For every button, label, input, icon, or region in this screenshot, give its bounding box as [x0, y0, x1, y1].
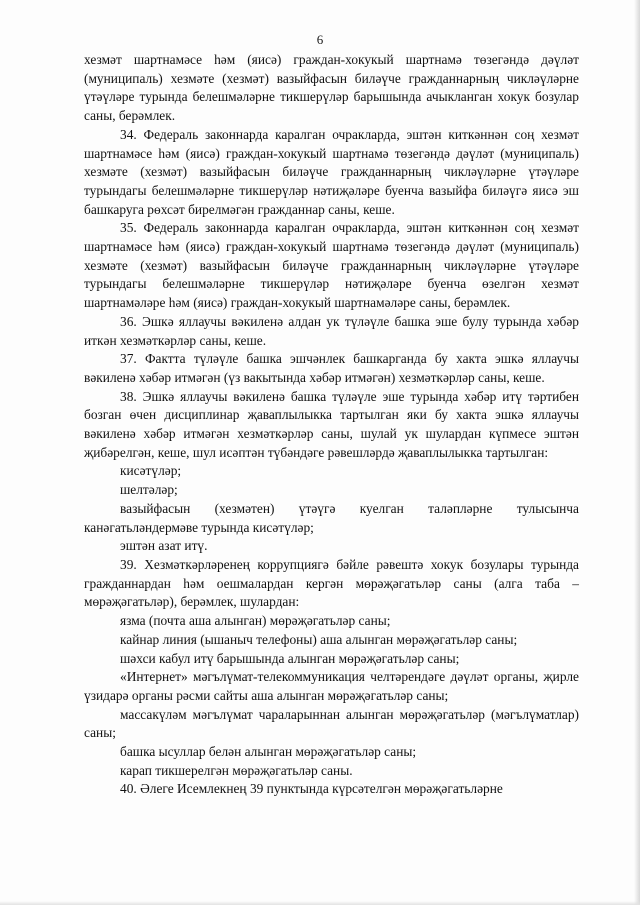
penalty-item: шелтәләр; — [120, 482, 178, 498]
appeal-item: карап тикшерелгән мөрәҗәгатьләр саны. — [120, 762, 353, 778]
paragraph-34: 34. Федераль законнарда каралган очракларда, эштән киткәннән соң хезмәт шартнамәсе һәм (яисә) граждан-хокукый шартнамә төзегәндә дәүләт (муниципаль) хезмәте (хезмәт) вазыйфасын биләүче гражданнарның чикләүләрне үтәүләре турындагы белешмәләрне тикшерүләр нәтиҗәләре буенча вазыйфа биләүгә яисә эш башкаруга рөхсәт бирелмәгән гражданнар саны, кеше. — [84, 126, 579, 217]
paragraph-40: 40. Әлеге Исемлекнең 39 пунктында күрсәтелгән мөрәҗәгатьләрне — [120, 781, 503, 797]
page-number: 6 — [316, 32, 324, 47]
paragraph-36: 36. Эшкә яллаучы вәкиленә алдан ук түләүле башка эше булу турында хәбәр иткән хезмәткәрләр саны, кеше. — [84, 313, 579, 348]
page-bottom-shadow — [0, 901, 640, 905]
paragraph-continuation: хезмәт шартнамәсе һәм (яисә) граждан-хокукый шартнамә төзегәндә дәүләт (муниципаль) хезмәте (хезмәт) вазыйфасын биләүче гражданнарның чикләүләрне үтәүләре турында белешмәләрне тикшерүләр барышында ачыкланган хокук бозулар саны, берәмлек. — [84, 52, 579, 124]
page-edge-shadow — [634, 0, 640, 905]
appeal-item: массакүләм мәгълүмат чараларыннан алынган мөрәҗәгатьләр (мәгълүматлар) саны; — [84, 706, 579, 741]
paragraph-37: 37. Фактта түләүле башка эшчәнлек башкарганда бу хакта эшкә яллаучы вәкиленә хәбәр итмәгән (үз вакытында хәбәр итмәгән) хезмәткәрләр саны, кеше. — [84, 351, 579, 385]
penalty-item: кисәтүләр; — [120, 463, 182, 479]
paragraph-39: 39. Хезмәткәрләренең коррупциягә бәйле рәвештә хокук бозулары турында гражданнардан һәм оешмалардан кергән мөрәҗәгатьләр саны (алга таба – мөрәҗәгатьләр), берәмлек, шулардан: — [84, 556, 579, 610]
paragraph-35: 35. Федераль законнарда каралган очракларда, эштән киткәннән соң хезмәт шартнамәсе һәм (яисә) граждан-хокукый шартнамә төзегәндә дәүләт (муниципаль) хезмәте (хезмәт) вазыйфасын биләүче гражданнарның чикләүләрне үтәүләре турындагы белешмәләрне тикшерүләр нәтиҗәләре буенча өзелгән хезмәт шартнамәләре һәм (яисә) граждан-хокукый шартнамәләре саны, берәмлек. — [84, 220, 579, 311]
appeal-item: «Интернет» мәгълүмат-телекоммуникация челтәрендәге дәүләт органы, җирле үзидарә органы рәсми сайты аша алынган мөрәҗәгатьләр саны; — [84, 669, 579, 703]
appeal-item: кайнар линия (ышаныч телефоны) аша алынган мөрәҗәгатьләр саны; — [120, 631, 518, 647]
penalty-item: эштән азат итү. — [120, 538, 208, 554]
appeal-item: язма (почта аша алынган) мөрәҗәгатьләр саны; — [120, 613, 391, 629]
penalty-item: вазыйфасын (хезмәтен) үтәүгә куелган таләпләрне тулысынча канәгатьләндермәве турында кисәтүләр; — [84, 500, 579, 535]
appeal-item: шәхси кабул итү барышында алынган мөрәҗәгатьләр саны; — [120, 650, 460, 666]
appeal-item: башка ысуллар белән алынган мөрәҗәгатьләр саны; — [120, 744, 417, 760]
document-body — [84, 51, 579, 799]
paragraph-38: 38. Эшкә яллаучы вәкиленә башка түләүле эше турында хәбәр итү тәртибен бозган өчен дисциплинар җаваплылыкка тартылган яки бу хакта эшкә яллаучы вәкиленә хәбәр итмәгән хезмәткәрләр саны, шулай ук шулардан күпмесе эштән җибәрелгән, кеше, шул исәптән түбәндәге рәвешләрдә җаваплылыкка тартылган: — [84, 388, 579, 460]
